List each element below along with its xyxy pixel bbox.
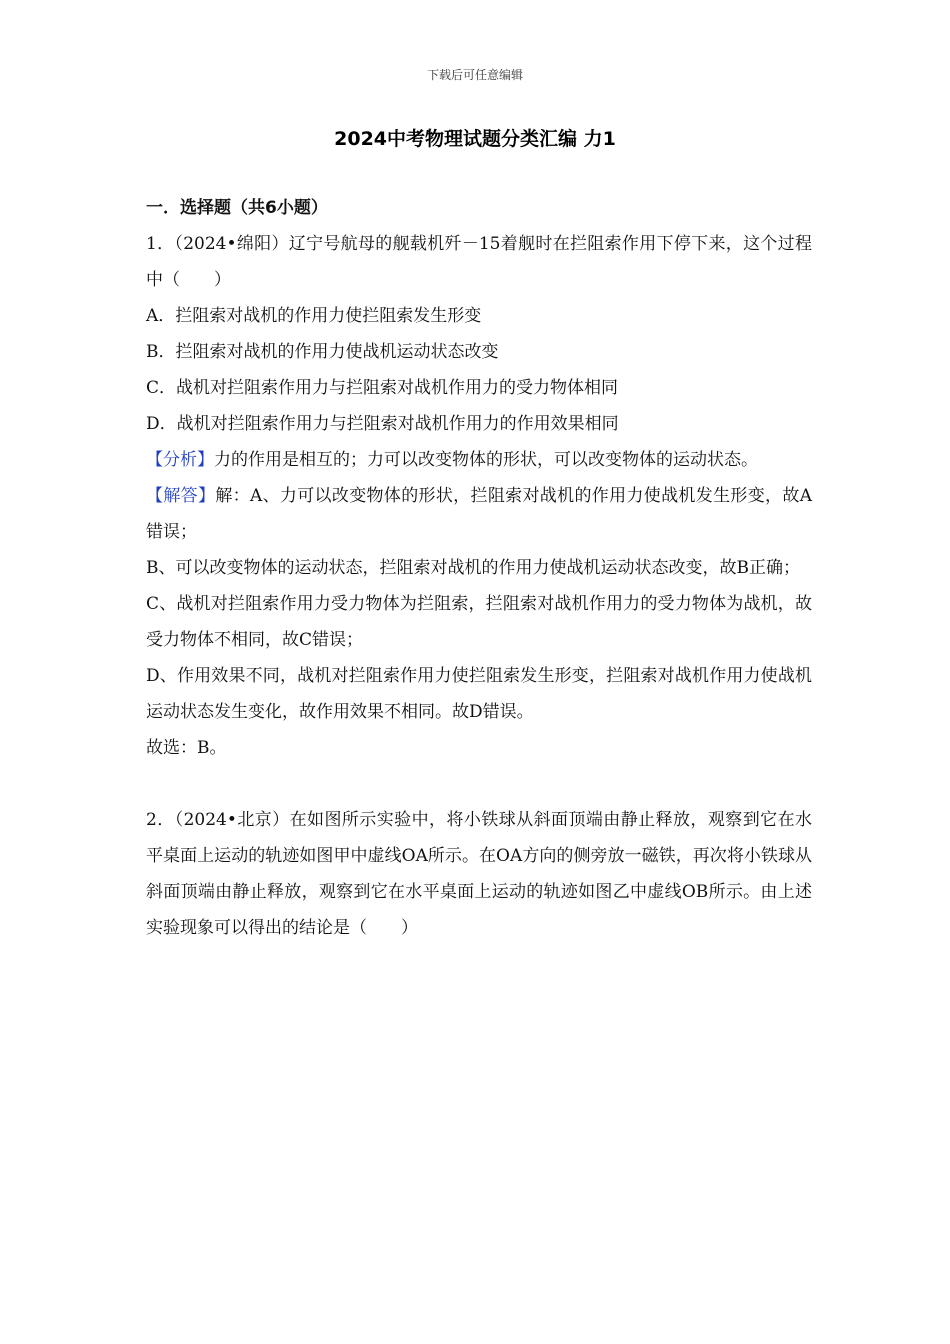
question-2-stem: 2．（2024•北京）在如图所示实验中，将小铁球从斜面顶端由静止释放，观察到它在水平桌面上运动的轨迹如图甲中虚线OA所示。在OA方向的侧旁放一磁铁，再次将小铁球从斜面顶端由静止释放，观察到它在水平桌面上运动的轨迹如图乙中虚线OB所示。由上述实验现象可以得出的结论是（ ） [146, 810, 812, 938]
question-1-option-a: A．拦阻索对战机的作用力使拦阻索发生形变 [146, 306, 482, 326]
question-1-stem: 1．（2024•绵阳）辽宁号航母的舰载机歼－15着舰时在拦阻索作用下停下来，这个过程中（ ） [146, 234, 812, 290]
answer-line-d: D、作用效果不同，战机对拦阻索作用力使拦阻索发生形变，拦阻索对战机作用力使战机运动状态发生变化，故作用效果不相同。故D错误。 [146, 666, 812, 722]
document-body [146, 194, 812, 946]
answer-text-a: 解：A、力可以改变物体的形状，拦阻索对战机的作用力使战机发生形变，故A错误； [146, 486, 812, 542]
answer-tag: 【解答】 [146, 486, 216, 506]
question-1-answer [146, 478, 812, 550]
question-1-analysis [146, 442, 812, 478]
section-heading: 一．选择题（共6小题） [146, 198, 328, 218]
analysis-tag: 【分析】 [146, 450, 214, 470]
answer-line-b: B、可以改变物体的运动状态，拦阻索对战机的作用力使战机运动状态改变，故B正确； [146, 558, 800, 578]
question-1-option-d: D．战机对拦阻索作用力与拦阻索对战机作用力的作用效果相同 [146, 414, 619, 434]
spacer [146, 766, 812, 802]
document-title: 2024中考物理试题分类汇编 力1 [334, 128, 616, 150]
question-1-option-c: C．战机对拦阻索作用力与拦阻索对战机作用力的受力物体相同 [146, 378, 619, 398]
header-note: 下载后可任意编辑 [426, 68, 523, 82]
analysis-text: 力的作用是相互的；力可以改变物体的形状，可以改变物体的运动状态。 [214, 450, 758, 470]
answer-choice: 故选：B。 [146, 738, 227, 758]
answer-line-c: C、战机对拦阻索作用力受力物体为拦阻索，拦阻索对战机作用力的受力物体为战机，故受力物体不相同，故C错误； [146, 594, 812, 650]
question-1-option-b: B．拦阻索对战机的作用力使战机运动状态改变 [146, 342, 499, 362]
